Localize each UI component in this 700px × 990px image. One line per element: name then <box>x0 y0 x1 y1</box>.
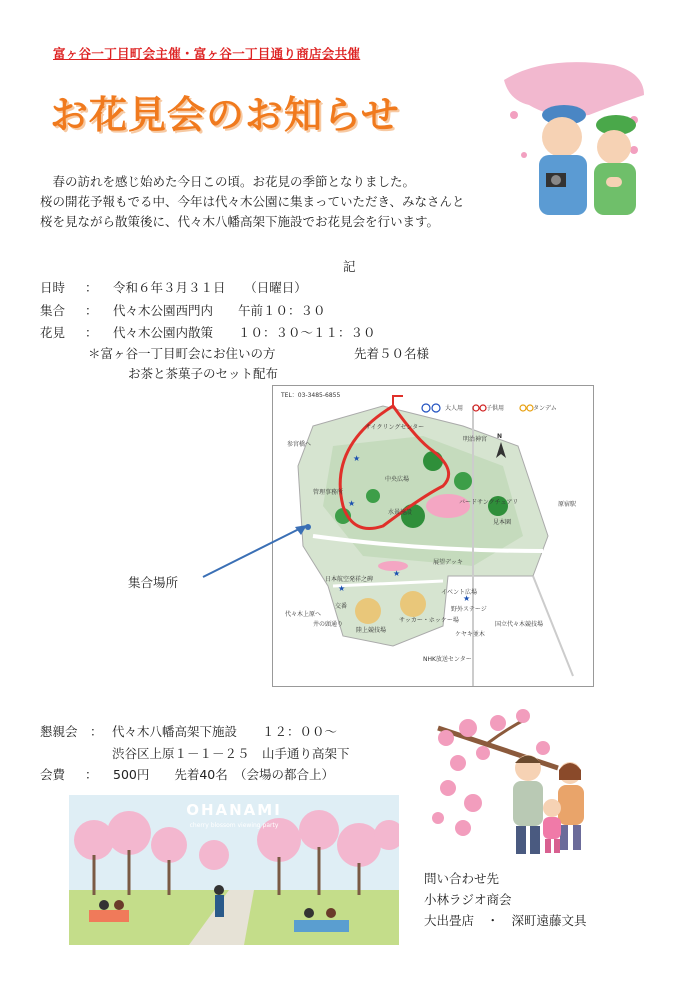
intro-line-1: 春の訪れを感じ始めた今日この頃。お花見の季節となりました。 <box>52 174 416 189</box>
map-tel: TEL：03-3485-6855 <box>281 392 341 399</box>
map-meiji: 明治神宮 <box>463 436 488 443</box>
map-bird-sanctuary: バードサンクチュアリ <box>459 499 519 506</box>
party-address: 渋谷区上原１－１－２５ 山手通り高架下 <box>112 746 350 761</box>
banner-title: OHANAMI <box>186 801 282 819</box>
map-event-plaza: イベント広場 <box>441 589 478 596</box>
map-harajuku: 原宿駅 <box>558 501 577 508</box>
family-sakura-illustration <box>428 708 618 858</box>
meet-colon: ： <box>85 303 98 318</box>
fee-label: 会費 <box>40 767 66 782</box>
ohanami-banner <box>69 795 399 945</box>
ki-heading: 記 <box>343 259 356 274</box>
fee-row <box>40 765 334 783</box>
legend-child-label: 子供用 <box>486 405 505 412</box>
map-inokashira: 井の頭通り <box>313 621 344 628</box>
map-nhk: NHK放送センター <box>423 656 472 663</box>
intro-line-3: 桜を見ながら散策後に、代々木八幡高架下施設でお花見会を行います。 <box>40 214 440 229</box>
map-central-plaza: 中央広場 <box>385 476 410 483</box>
map-honkaikan: 日本航空発祥之碑 <box>325 576 374 583</box>
map-yoyogi-uehara: 代々木上原へ <box>285 611 322 618</box>
intro-line-2: 桜の開花予報もでる中、今年は代々木公園に集まっていただき、みなさんと <box>40 194 465 209</box>
schedule-hanami-row <box>40 323 376 341</box>
organizer-line: 富ヶ谷一丁目町会主催・富ヶ谷一丁目通り商店会共催 <box>53 46 361 61</box>
couple-sakura-illustration <box>494 55 654 220</box>
page-title: お花見会のお知らせ <box>50 93 400 137</box>
hanami-label: 花見 <box>40 325 66 340</box>
party-label: 懇親会 <box>40 724 78 739</box>
map-koban: 交番 <box>335 603 348 610</box>
gathering-arrow <box>195 515 315 585</box>
park-map <box>272 385 594 687</box>
contact-title: 問い合わせ先 <box>424 871 500 886</box>
legend-adult-label: 大人用 <box>445 405 464 412</box>
svg-text:★: ★ <box>463 594 471 603</box>
schedule-date-row <box>40 278 307 296</box>
map-kokuritsu: 国立代々木競技場 <box>495 621 544 628</box>
date-colon: ： <box>85 280 98 295</box>
gathering-point-label: 集合場所 <box>128 575 179 590</box>
svg-text:★: ★ <box>338 584 346 593</box>
intro-paragraph <box>40 172 480 232</box>
party-address-row <box>112 744 350 762</box>
meet-value: 代々木公園西門内 午前１０：３０ <box>113 303 326 318</box>
svg-text:★: ★ <box>348 499 356 508</box>
map-yagai-stage: 野外ステージ <box>451 606 487 613</box>
note-tea-set: お茶と茶菓子のセット配布 <box>128 366 279 381</box>
party-row <box>40 722 337 740</box>
date-value: 令和６年３月３１日 （日曜日） <box>113 280 307 295</box>
date-label: 日時 <box>40 280 66 295</box>
map-suikei: 水景施設 <box>388 509 413 516</box>
hanami-value: 代々木公園内散策 １０：３０～１１：３０ <box>113 325 376 340</box>
map-keyaki: ケヤキ並木 <box>455 631 485 638</box>
park-map-svg <box>273 386 593 686</box>
map-tenbo-deck: 展望デッキ <box>433 559 463 566</box>
contact-block <box>424 868 587 931</box>
map-north-label: N <box>497 433 503 440</box>
map-athletics: 陸上競技場 <box>356 627 387 634</box>
contact-line-2: 大出畳店 ・ 深町遠藤文具 <box>424 913 587 928</box>
map-management-office: 管理事務所 <box>313 489 344 496</box>
note-first-come: 先着５０名様 <box>354 346 430 361</box>
contact-line-1: 小林ラジオ商会 <box>424 892 512 907</box>
map-cycling-center: サイクリングセンター <box>365 424 425 431</box>
party-colon: ： <box>90 724 103 739</box>
hanami-colon: ： <box>85 325 98 340</box>
party-value: 代々木八幡高架下施設 １２：００～ <box>112 724 338 739</box>
legend-tandem-label: タンデム <box>533 405 557 412</box>
note-residents: ＊富ヶ谷一丁目町会にお住いの方 <box>88 346 276 361</box>
banner-subtitle: cherry blossom viewing party <box>189 822 279 829</box>
map-star-icon: ★ <box>353 454 361 463</box>
schedule-meet-row <box>40 301 326 319</box>
fee-value: 500円 先着40名 （会場の都合上） <box>113 767 335 782</box>
map-sangubashi: 参宮橋へ <box>287 441 312 448</box>
map-mihara: 見本園 <box>493 519 512 526</box>
map-soccer: サッカー・ホッケー場 <box>399 617 459 624</box>
fee-colon: ： <box>85 767 98 782</box>
meet-label: 集合 <box>40 303 66 318</box>
svg-text:★: ★ <box>393 569 401 578</box>
